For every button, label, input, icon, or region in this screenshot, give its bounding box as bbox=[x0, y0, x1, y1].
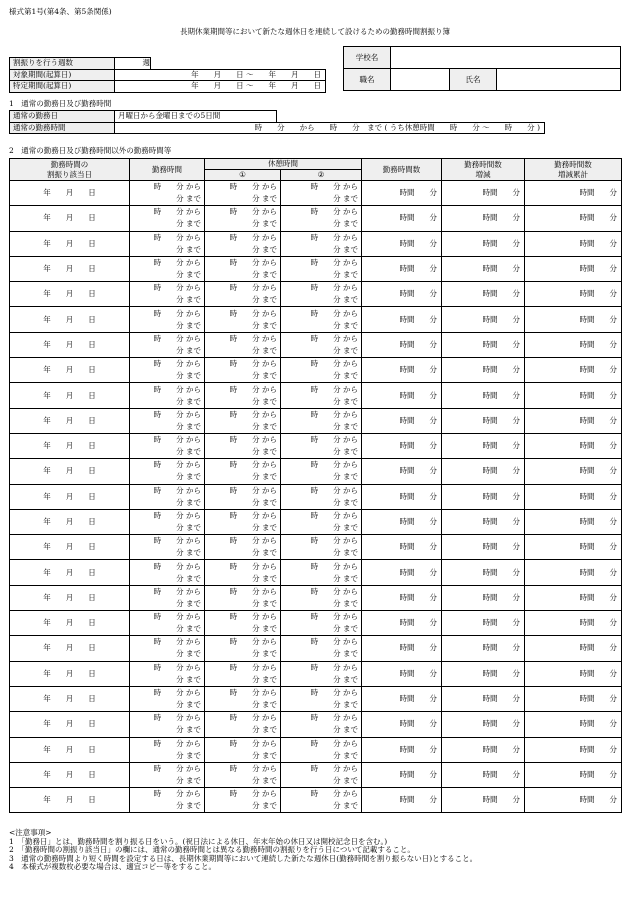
note-item: 1 「勤務日」とは、勤務時間を割り振る日をいう。(祝日法による休日、年末年始の休日又は開校記念日を含む。) bbox=[9, 836, 388, 846]
row-change-cell[interactable]: 時間 分 bbox=[442, 661, 525, 686]
table-row bbox=[10, 509, 622, 534]
row-break1-cell[interactable]: 時 分 から 分 まで bbox=[205, 484, 281, 509]
row-date-cell[interactable]: 年 月 日 bbox=[10, 433, 130, 458]
row-date-cell[interactable]: 年 月 日 bbox=[10, 408, 130, 433]
row-hours-cell[interactable]: 時間 分 bbox=[362, 307, 442, 332]
row-worktime-cell[interactable]: 時 分 から 分 まで bbox=[130, 762, 205, 787]
table-row bbox=[10, 611, 622, 636]
row-worktime-cell[interactable]: 時 分 から 分 まで bbox=[130, 535, 205, 560]
row-hours-cell[interactable]: 時間 分 bbox=[362, 636, 442, 661]
row-break2-cell[interactable]: 時 分 から 分 まで bbox=[281, 585, 362, 610]
note-item: 4 本様式が複数枚必要な場合は、適宜コピー等をすること。 bbox=[9, 862, 216, 872]
specific-period-label: 特定期間(起算日) bbox=[10, 81, 115, 93]
table-row bbox=[10, 358, 622, 383]
row-worktime-cell[interactable]: 時 分 から 分 まで bbox=[130, 636, 205, 661]
table-row bbox=[10, 206, 622, 231]
row-break1-cell[interactable]: 時 分 から 分 まで bbox=[205, 611, 281, 636]
target-period-field[interactable]: 年 月 日 ～ 年 月 日 bbox=[115, 69, 326, 81]
regular-worktime-value[interactable]: 時 分 から 時 分 まで ( うち休憩時間 時 分 ～ 時 分 ) bbox=[115, 122, 545, 134]
table-row bbox=[10, 737, 622, 762]
table-row bbox=[10, 636, 622, 661]
page-title: 長期休業期間等において新たな週休日を連続して設けるための勤務時間割振り簿 bbox=[180, 27, 450, 36]
row-total-cell[interactable]: 時間 分 bbox=[525, 332, 622, 357]
row-break2-cell[interactable]: 時 分 から 分 まで bbox=[281, 459, 362, 484]
school-info-table bbox=[343, 46, 621, 91]
row-total-cell[interactable]: 時間 分 bbox=[525, 256, 622, 281]
row-change-cell[interactable]: 時間 分 bbox=[442, 256, 525, 281]
row-date-cell[interactable]: 年 月 日 bbox=[10, 762, 130, 787]
row-break2-cell[interactable]: 時 分 から 分 まで bbox=[281, 484, 362, 509]
row-break1-cell[interactable]: 時 分 から 分 まで bbox=[205, 332, 281, 357]
row-hours-cell[interactable]: 時間 分 bbox=[362, 484, 442, 509]
row-break1-cell[interactable]: 時 分 から 分 まで bbox=[205, 585, 281, 610]
row-worktime-cell[interactable]: 時 分 から 分 まで bbox=[130, 788, 205, 813]
row-total-cell[interactable]: 時間 分 bbox=[525, 459, 622, 484]
table-row bbox=[10, 686, 622, 711]
week-count-label: 割振りを行う週数 bbox=[10, 58, 115, 70]
row-date-cell[interactable]: 年 月 日 bbox=[10, 181, 130, 206]
name-label: 氏名 bbox=[450, 69, 497, 91]
row-date-cell[interactable]: 年 月 日 bbox=[10, 358, 130, 383]
row-total-cell[interactable]: 時間 分 bbox=[525, 282, 622, 307]
table-row bbox=[10, 585, 622, 610]
row-hours-cell[interactable]: 時間 分 bbox=[362, 560, 442, 585]
row-date-cell[interactable]: 年 月 日 bbox=[10, 560, 130, 585]
table-row bbox=[10, 762, 622, 787]
row-hours-cell[interactable]: 時間 分 bbox=[362, 181, 442, 206]
row-hours-cell[interactable]: 時間 分 bbox=[362, 509, 442, 534]
row-hours-cell[interactable]: 時間 分 bbox=[362, 383, 442, 408]
row-change-cell[interactable]: 時間 分 bbox=[442, 332, 525, 357]
table-row bbox=[10, 256, 622, 281]
row-total-cell[interactable]: 時間 分 bbox=[525, 636, 622, 661]
period-info-table bbox=[9, 57, 326, 93]
row-break1-cell[interactable]: 時 分 から 分 まで bbox=[205, 383, 281, 408]
row-date-cell[interactable]: 年 月 日 bbox=[10, 231, 130, 256]
row-date-cell[interactable]: 年 月 日 bbox=[10, 535, 130, 560]
row-change-cell[interactable]: 時間 分 bbox=[442, 636, 525, 661]
row-hours-cell[interactable]: 時間 分 bbox=[362, 737, 442, 762]
row-hours-cell[interactable]: 時間 分 bbox=[362, 686, 442, 711]
row-break2-cell[interactable]: 時 分 から 分 まで bbox=[281, 181, 362, 206]
row-date-cell[interactable]: 年 月 日 bbox=[10, 383, 130, 408]
row-break2-cell[interactable]: 時 分 から 分 まで bbox=[281, 282, 362, 307]
row-date-cell[interactable]: 年 月 日 bbox=[10, 282, 130, 307]
row-break1-cell[interactable]: 時 分 から 分 まで bbox=[205, 661, 281, 686]
row-worktime-cell[interactable]: 時 分 から 分 まで bbox=[130, 560, 205, 585]
row-worktime-cell[interactable]: 時 分 から 分 まで bbox=[130, 661, 205, 686]
section2-heading: 2 通常の勤務日及び勤務時間以外の勤務時間等 bbox=[9, 146, 172, 155]
row-break2-cell[interactable]: 時 分 から 分 まで bbox=[281, 560, 362, 585]
school-name-label: 学校名 bbox=[344, 47, 391, 69]
row-date-cell[interactable]: 年 月 日 bbox=[10, 611, 130, 636]
row-break1-cell[interactable]: 時 分 から 分 まで bbox=[205, 712, 281, 737]
row-break2-cell[interactable]: 時 分 から 分 まで bbox=[281, 737, 362, 762]
row-worktime-cell[interactable]: 時 分 から 分 まで bbox=[130, 484, 205, 509]
note-item: 3 通常の勤務時間より短く時間を設定する日は、長期休業期間等において連続した新たな週休日(勤務時間を割り振らない日)とすること。 bbox=[9, 853, 478, 863]
row-date-cell[interactable]: 年 月 日 bbox=[10, 459, 130, 484]
row-change-cell[interactable]: 時間 分 bbox=[442, 206, 525, 231]
row-hours-cell[interactable]: 時間 分 bbox=[362, 358, 442, 383]
row-worktime-cell[interactable]: 時 分 から 分 まで bbox=[130, 282, 205, 307]
row-break1-cell[interactable]: 時 分 から 分 まで bbox=[205, 636, 281, 661]
row-change-cell[interactable]: 時間 分 bbox=[442, 408, 525, 433]
row-hours-cell[interactable]: 時間 分 bbox=[362, 788, 442, 813]
row-change-cell[interactable]: 時間 分 bbox=[442, 788, 525, 813]
row-change-cell[interactable]: 時間 分 bbox=[442, 611, 525, 636]
row-date-cell[interactable]: 年 月 日 bbox=[10, 585, 130, 610]
regular-worktime-label: 通常の勤務時間 bbox=[10, 122, 115, 134]
row-worktime-cell[interactable]: 時 分 から 分 まで bbox=[130, 737, 205, 762]
row-change-cell[interactable]: 時間 分 bbox=[442, 737, 525, 762]
col-hours-header: 勤務時間数 bbox=[362, 159, 442, 181]
week-count-field[interactable]: 週 bbox=[115, 58, 151, 70]
row-break1-cell[interactable]: 時 分 から 分 まで bbox=[205, 433, 281, 458]
row-hours-cell[interactable]: 時間 分 bbox=[362, 585, 442, 610]
row-worktime-cell[interactable]: 時 分 から 分 まで bbox=[130, 383, 205, 408]
row-worktime-cell[interactable]: 時 分 から 分 まで bbox=[130, 256, 205, 281]
row-change-cell[interactable]: 時間 分 bbox=[442, 535, 525, 560]
row-date-cell[interactable]: 年 月 日 bbox=[10, 686, 130, 711]
notes bbox=[9, 829, 477, 872]
row-break1-cell[interactable]: 時 分 から 分 まで bbox=[205, 509, 281, 534]
row-hours-cell[interactable]: 時間 分 bbox=[362, 712, 442, 737]
col-break-2-header: ② bbox=[281, 170, 362, 181]
row-break1-cell[interactable]: 時 分 から 分 まで bbox=[205, 282, 281, 307]
row-total-cell[interactable]: 時間 分 bbox=[525, 358, 622, 383]
row-worktime-cell[interactable]: 時 分 から 分 まで bbox=[130, 332, 205, 357]
row-date-cell[interactable]: 年 月 日 bbox=[10, 256, 130, 281]
row-total-cell[interactable]: 時間 分 bbox=[525, 408, 622, 433]
school-name-field[interactable] bbox=[391, 47, 621, 69]
row-change-cell[interactable]: 時間 分 bbox=[442, 686, 525, 711]
row-total-cell[interactable]: 時間 分 bbox=[525, 509, 622, 534]
row-break2-cell[interactable]: 時 分 から 分 まで bbox=[281, 408, 362, 433]
row-break1-cell[interactable]: 時 分 から 分 まで bbox=[205, 307, 281, 332]
row-hours-cell[interactable]: 時間 分 bbox=[362, 256, 442, 281]
row-break2-cell[interactable]: 時 分 から 分 まで bbox=[281, 788, 362, 813]
row-break1-cell[interactable]: 時 分 から 分 まで bbox=[205, 737, 281, 762]
row-change-cell[interactable]: 時間 分 bbox=[442, 181, 525, 206]
row-break1-cell[interactable]: 時 分 から 分 まで bbox=[205, 535, 281, 560]
row-break1-cell[interactable]: 時 分 から 分 まで bbox=[205, 256, 281, 281]
row-change-cell[interactable]: 時間 分 bbox=[442, 762, 525, 787]
row-total-cell[interactable]: 時間 分 bbox=[525, 611, 622, 636]
row-date-cell[interactable]: 年 月 日 bbox=[10, 788, 130, 813]
row-worktime-cell[interactable]: 時 分 から 分 まで bbox=[130, 307, 205, 332]
row-worktime-cell[interactable]: 時 分 から 分 まで bbox=[130, 459, 205, 484]
table-row bbox=[10, 408, 622, 433]
row-worktime-cell[interactable]: 時 分 から 分 まで bbox=[130, 181, 205, 206]
col-worktime-header: 勤務時間 bbox=[130, 159, 205, 181]
table-row bbox=[10, 712, 622, 737]
row-break2-cell[interactable]: 時 分 から 分 まで bbox=[281, 509, 362, 534]
row-change-cell[interactable]: 時間 分 bbox=[442, 585, 525, 610]
row-break2-cell[interactable]: 時 分 から 分 まで bbox=[281, 206, 362, 231]
row-break2-cell[interactable]: 時 分 から 分 まで bbox=[281, 712, 362, 737]
row-break1-cell[interactable]: 時 分 から 分 まで bbox=[205, 358, 281, 383]
row-total-cell[interactable]: 時間 分 bbox=[525, 661, 622, 686]
row-break1-cell[interactable]: 時 分 から 分 まで bbox=[205, 408, 281, 433]
row-break1-cell[interactable]: 時 分 から 分 まで bbox=[205, 181, 281, 206]
row-change-cell[interactable]: 時間 分 bbox=[442, 712, 525, 737]
row-hours-cell[interactable]: 時間 分 bbox=[362, 661, 442, 686]
row-hours-cell[interactable]: 時間 分 bbox=[362, 535, 442, 560]
row-break2-cell[interactable]: 時 分 から 分 まで bbox=[281, 256, 362, 281]
row-total-cell[interactable]: 時間 分 bbox=[525, 712, 622, 737]
table-row bbox=[10, 307, 622, 332]
row-change-cell[interactable]: 時間 分 bbox=[442, 560, 525, 585]
form-number: 様式第1号(第4条、第5条関係) bbox=[9, 7, 112, 16]
position-field[interactable] bbox=[391, 69, 450, 91]
row-date-cell[interactable]: 年 月 日 bbox=[10, 509, 130, 534]
col-break-header: 休憩時間 bbox=[205, 159, 362, 170]
section1-heading: 1 通常の勤務日及び勤務時間 bbox=[9, 99, 112, 108]
col-break-1-header: ① bbox=[205, 170, 281, 181]
table-row bbox=[10, 282, 622, 307]
row-total-cell[interactable]: 時間 分 bbox=[525, 585, 622, 610]
row-break2-cell[interactable]: 時 分 から 分 まで bbox=[281, 231, 362, 256]
row-hours-cell[interactable]: 時間 分 bbox=[362, 206, 442, 231]
row-worktime-cell[interactable]: 時 分 から 分 まで bbox=[130, 611, 205, 636]
notes-heading: <注意事項> bbox=[9, 828, 52, 837]
row-hours-cell[interactable]: 時間 分 bbox=[362, 433, 442, 458]
row-total-cell[interactable]: 時間 分 bbox=[525, 383, 622, 408]
row-date-cell[interactable]: 年 月 日 bbox=[10, 661, 130, 686]
row-date-cell[interactable]: 年 月 日 bbox=[10, 307, 130, 332]
table-row bbox=[10, 383, 622, 408]
col-change-header: 勤務時間数 増減 bbox=[442, 159, 525, 181]
row-date-cell[interactable]: 年 月 日 bbox=[10, 737, 130, 762]
row-hours-cell[interactable]: 時間 分 bbox=[362, 611, 442, 636]
row-break2-cell[interactable]: 時 分 から 分 まで bbox=[281, 686, 362, 711]
row-hours-cell[interactable]: 時間 分 bbox=[362, 459, 442, 484]
table-row bbox=[10, 231, 622, 256]
row-worktime-cell[interactable]: 時 分 から 分 まで bbox=[130, 712, 205, 737]
row-total-cell[interactable]: 時間 分 bbox=[525, 788, 622, 813]
position-label: 職名 bbox=[344, 69, 391, 91]
row-worktime-cell[interactable]: 時 分 から 分 まで bbox=[130, 206, 205, 231]
row-change-cell[interactable]: 時間 分 bbox=[442, 282, 525, 307]
row-total-cell[interactable]: 時間 分 bbox=[525, 762, 622, 787]
row-break1-cell[interactable]: 時 分 から 分 まで bbox=[205, 459, 281, 484]
table-row bbox=[10, 433, 622, 458]
table-row bbox=[10, 788, 622, 813]
row-hours-cell[interactable]: 時間 分 bbox=[362, 282, 442, 307]
row-date-cell[interactable]: 年 月 日 bbox=[10, 636, 130, 661]
row-break2-cell[interactable]: 時 分 から 分 まで bbox=[281, 661, 362, 686]
col-total-header: 勤務時間数 増減累計 bbox=[525, 159, 622, 181]
table-row bbox=[10, 661, 622, 686]
row-break1-cell[interactable]: 時 分 から 分 まで bbox=[205, 788, 281, 813]
row-break1-cell[interactable]: 時 分 から 分 まで bbox=[205, 560, 281, 585]
row-change-cell[interactable]: 時間 分 bbox=[442, 358, 525, 383]
row-total-cell[interactable]: 時間 分 bbox=[525, 307, 622, 332]
row-break2-cell[interactable]: 時 分 から 分 まで bbox=[281, 636, 362, 661]
row-hours-cell[interactable]: 時間 分 bbox=[362, 332, 442, 357]
regular-workday-label: 通常の勤務日 bbox=[10, 111, 115, 123]
row-total-cell[interactable]: 時間 分 bbox=[525, 484, 622, 509]
table-row bbox=[10, 459, 622, 484]
row-date-cell[interactable]: 年 月 日 bbox=[10, 206, 130, 231]
row-change-cell[interactable]: 時間 分 bbox=[442, 484, 525, 509]
row-worktime-cell[interactable]: 時 分 から 分 まで bbox=[130, 358, 205, 383]
row-break2-cell[interactable]: 時 分 から 分 まで bbox=[281, 332, 362, 357]
schedule-table bbox=[9, 158, 622, 813]
row-total-cell[interactable]: 時間 分 bbox=[525, 206, 622, 231]
row-break2-cell[interactable]: 時 分 から 分 まで bbox=[281, 433, 362, 458]
note-item: 2 「勤務時間の割振り該当日」の欄には、通常の勤務時間とは異なる勤務時間の割振りを行う日について記載すること。 bbox=[9, 845, 415, 855]
row-break2-cell[interactable]: 時 分 から 分 まで bbox=[281, 762, 362, 787]
row-break2-cell[interactable]: 時 分 から 分 まで bbox=[281, 611, 362, 636]
row-total-cell[interactable]: 時間 分 bbox=[525, 535, 622, 560]
row-break2-cell[interactable]: 時 分 から 分 まで bbox=[281, 535, 362, 560]
row-date-cell[interactable]: 年 月 日 bbox=[10, 332, 130, 357]
row-worktime-cell[interactable]: 時 分 から 分 まで bbox=[130, 231, 205, 256]
row-worktime-cell[interactable]: 時 分 から 分 まで bbox=[130, 408, 205, 433]
row-break1-cell[interactable]: 時 分 から 分 まで bbox=[205, 762, 281, 787]
target-period-label: 対象期間(起算日) bbox=[10, 69, 115, 81]
row-total-cell[interactable]: 時間 分 bbox=[525, 231, 622, 256]
row-total-cell[interactable]: 時間 分 bbox=[525, 181, 622, 206]
row-change-cell[interactable]: 時間 分 bbox=[442, 459, 525, 484]
col-date-header: 勤務時間の 割振り該当日 bbox=[10, 159, 130, 181]
row-worktime-cell[interactable]: 時 分 から 分 まで bbox=[130, 509, 205, 534]
regular-hours-table bbox=[9, 110, 545, 134]
row-change-cell[interactable]: 時間 分 bbox=[442, 433, 525, 458]
specific-period-field[interactable]: 年 月 日 ～ 年 月 日 bbox=[115, 81, 326, 93]
row-break1-cell[interactable]: 時 分 から 分 まで bbox=[205, 231, 281, 256]
row-change-cell[interactable]: 時間 分 bbox=[442, 383, 525, 408]
row-change-cell[interactable]: 時間 分 bbox=[442, 509, 525, 534]
row-total-cell[interactable]: 時間 分 bbox=[525, 686, 622, 711]
row-worktime-cell[interactable]: 時 分 から 分 まで bbox=[130, 686, 205, 711]
regular-workday-value[interactable]: 月曜日から金曜日までの5日間 bbox=[115, 111, 277, 123]
table-row bbox=[10, 535, 622, 560]
table-row bbox=[10, 332, 622, 357]
row-break2-cell[interactable]: 時 分 から 分 まで bbox=[281, 358, 362, 383]
row-break2-cell[interactable]: 時 分 から 分 まで bbox=[281, 383, 362, 408]
row-total-cell[interactable]: 時間 分 bbox=[525, 737, 622, 762]
row-total-cell[interactable]: 時間 分 bbox=[525, 433, 622, 458]
row-break1-cell[interactable]: 時 分 から 分 まで bbox=[205, 686, 281, 711]
row-total-cell[interactable]: 時間 分 bbox=[525, 560, 622, 585]
row-change-cell[interactable]: 時間 分 bbox=[442, 231, 525, 256]
row-hours-cell[interactable]: 時間 分 bbox=[362, 231, 442, 256]
row-change-cell[interactable]: 時間 分 bbox=[442, 307, 525, 332]
row-hours-cell[interactable]: 時間 分 bbox=[362, 762, 442, 787]
row-break2-cell[interactable]: 時 分 から 分 まで bbox=[281, 307, 362, 332]
row-worktime-cell[interactable]: 時 分 から 分 まで bbox=[130, 585, 205, 610]
row-break1-cell[interactable]: 時 分 から 分 まで bbox=[205, 206, 281, 231]
row-worktime-cell[interactable]: 時 分 から 分 まで bbox=[130, 433, 205, 458]
table-row bbox=[10, 484, 622, 509]
name-field[interactable] bbox=[497, 69, 621, 91]
row-hours-cell[interactable]: 時間 分 bbox=[362, 408, 442, 433]
row-date-cell[interactable]: 年 月 日 bbox=[10, 712, 130, 737]
table-row bbox=[10, 181, 622, 206]
row-date-cell[interactable]: 年 月 日 bbox=[10, 484, 130, 509]
table-row bbox=[10, 560, 622, 585]
